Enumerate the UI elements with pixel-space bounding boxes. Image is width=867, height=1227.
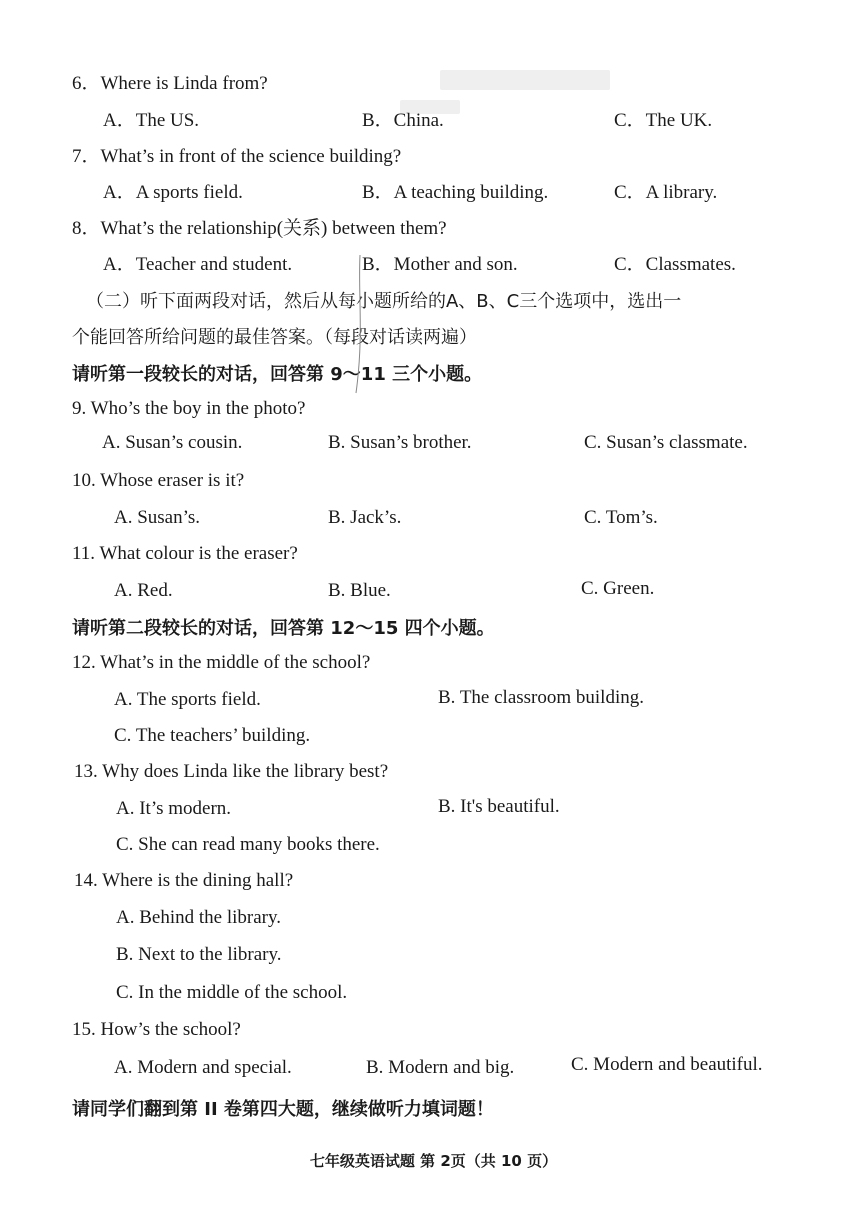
question-13-stem: 13. Why does Linda like the library best?	[74, 761, 389, 782]
question-10-option-b: B. Jack’s.	[328, 507, 402, 528]
bleed-through-mark	[440, 70, 610, 90]
question-15-option-c: C. Modern and beautiful.	[571, 1054, 763, 1075]
question-9-option-c: C. Susan’s classmate.	[584, 432, 748, 453]
question-12-option-a: A. The sports field.	[114, 689, 261, 710]
dialog-1-heading: 请听第一段较长的对话，回答第 9～11 三个小题。	[72, 364, 483, 385]
question-13-option-b: B. It's beautiful.	[438, 796, 560, 817]
question-12-stem: 12. What’s in the middle of the school?	[72, 652, 371, 673]
question-15-option-b: B. Modern and big.	[366, 1057, 515, 1078]
section-2-instruction-line2: 个能回答所给问题的最佳答案。（每段对话读两遍）	[72, 327, 477, 348]
question-15-option-a: A. Modern and special.	[114, 1057, 292, 1078]
question-10-option-c: C. Tom’s.	[584, 507, 658, 528]
closing-note: 请同学们翻到第 II 卷第四大题，继续做听力填词题！	[72, 1099, 494, 1120]
question-14-option-b: B. Next to the library.	[116, 944, 282, 965]
dialog-2-heading: 请听第二段较长的对话，回答第 12～15 四个小题。	[72, 618, 495, 639]
question-6-stem: 6．Where is Linda from?	[72, 73, 268, 94]
question-8-stem: 8．What’s the relationship(关系) between them?	[72, 218, 447, 239]
question-9-option-b: B. Susan’s brother.	[328, 432, 472, 453]
section-2-instruction-line1: （二）听下面两段对话，然后从每小题所给的A、B、C三个选项中，选出一	[86, 291, 682, 312]
question-9-option-a: A. Susan’s cousin.	[102, 432, 243, 453]
question-12-option-c: C. The teachers’ building.	[114, 725, 311, 746]
question-11-option-c: C. Green.	[581, 578, 655, 599]
question-9-stem: 9. Who’s the boy in the photo?	[72, 398, 306, 419]
question-8-option-b: B．Mother and son.	[362, 254, 518, 275]
question-14-option-c: C. In the middle of the school.	[116, 982, 348, 1003]
question-14-stem: 14. Where is the dining hall?	[74, 870, 294, 891]
question-8-option-c: C．Classmates.	[614, 254, 736, 275]
question-12-option-b: B. The classroom building.	[438, 687, 644, 708]
question-7-stem: 7．What’s in front of the science building?	[72, 146, 402, 167]
question-13-option-c: C. She can read many books there.	[116, 834, 380, 855]
question-13-option-a: A. It’s modern.	[116, 798, 232, 819]
question-7-option-b: B．A teaching building.	[362, 182, 549, 203]
question-6-option-b: B．China.	[362, 110, 444, 131]
page-footer: 七年级英语试题 第 2页（共 10 页）	[309, 1152, 558, 1170]
question-14-option-a: A. Behind the library.	[116, 907, 281, 928]
question-10-option-a: A. Susan’s.	[114, 507, 201, 528]
question-11-stem: 11. What colour is the eraser?	[72, 543, 298, 564]
question-11-option-b: B. Blue.	[328, 580, 391, 601]
question-10-stem: 10. Whose eraser is it?	[72, 470, 245, 491]
question-6-option-c: C．The UK.	[614, 110, 713, 131]
question-8-option-a: A．Teacher and student.	[103, 254, 293, 275]
question-15-stem: 15. How’s the school?	[72, 1019, 241, 1040]
question-6-option-a: A．The US.	[103, 110, 200, 131]
pencil-mark-icon	[340, 255, 380, 395]
question-7-option-a: A．A sports field.	[103, 182, 243, 203]
question-7-option-c: C．A library.	[614, 182, 718, 203]
question-11-option-a: A. Red.	[114, 580, 173, 601]
